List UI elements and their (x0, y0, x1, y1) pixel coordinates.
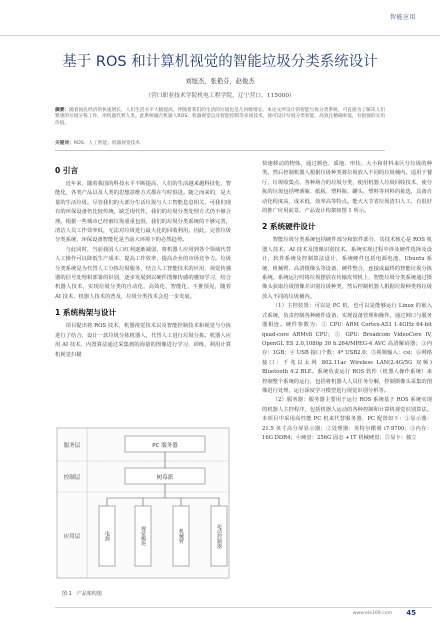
page-number: 45 (406, 609, 416, 617)
architecture-figure (55, 426, 231, 598)
figure-caption: 图 1 产品架构图 (62, 591, 102, 597)
abstract (55, 108, 385, 127)
paragraph: （1）主控装置：可以是 PC 机，也可以是能够运行 Linux 的嵌入式系统，负责控制各种硬件设备，实现设备管理和操作。通过网口与服务器相连。硬件参数为：① CPU: ARM Cortex-A53 1.4GHz 64-bit quad-core ARMv8 CPU；② GPU: Broadcom VideoCore IV, OpenGL ES 2.0,1080p 30 h.264/MPEG-4 AVC 高清解码器；③内存：1GB；④ USB 接口个数：4* USB2.0；⑤视频输入：csi；⑥网络接口：千兆以太网 802.11ac Wireless LAN(2.4G/5G 双频) Bluetooth 4.2 BLE。系统负责运行 ROS 软件（机器人操作系统）来控制整个系统的运行，包括将机器人人员任务分解，控制摄像头采集的图像进行处理，运行深度学习模型进行视觉识别分析等。 (262, 303, 432, 394)
module-label: 视觉模块 (140, 526, 146, 546)
paragraph: 与此同时，当前我国人口红利逐渐减弱，将机器人应用到各个领域代替人工操作可以降低生产成本、提高工作效率、提高企业的市场竞争力。垃圾分类系统是为代替人工分拣垃圾服务，结合人工智能技术的应用，视觉传感器的信号处理和部署的识别，逐步发展到以硬件图像传感的感知学习，结合机器人技术，实现垃圾分类的自动化、高效化、智能化、不推预见，随着 AI 技术、机器人技术的普及，垃圾分类技术会进一步发展。 (55, 246, 231, 300)
paper-affiliation: （营口职业技术学院机电工程学院，辽宁营口，115000） (145, 93, 295, 99)
control-box-label: 树莓派 (156, 475, 174, 481)
footer-rule (55, 607, 432, 608)
abstract-text: 随着国民经济的快速增长，人们生活水平大幅提高，伴随着我们的生活的垃圾也是几何级增长。本论文所设计的智能垃圾分类系统，可直接为了解决人们繁重的垃圾分拣工作，用机器代替人类。此系统融合机器人ROS、机器视觉以及智能控制等多项技术，使可设计垃圾分类智能、高效且精确率低，有很强的实用价值。 (55, 108, 385, 126)
section-heading-architecture: 1 系统构架与设计 (55, 308, 117, 318)
paper-title: 基于 ROS 和计算机视觉的智能垃圾分类系统设计 (62, 54, 378, 70)
abstract-label: 摘要： (55, 108, 70, 113)
row-label-control: 控制层 (63, 475, 81, 481)
paragraph: （2）服务器：服务器主要用于运行 ROS 系统基于 ROS 系统实现的机器人主控程序，包括机器人运动的各种控制和计算机视觉识别算法。本项目中采用高性能 PC 机来代替服务器，PC 配置如下：①显示器：21.5 英寸高分屏显示器；②处理器：英特尔酷睿 i7-9700；③内存：16G DDR4；④硬盘：256G 固态 +1T 机械硬盘；⑤显卡：独立 (262, 397, 432, 441)
paragraph: 近年来，随着我国的科技水平不断提高，人们的生活越来越科技化、智能化，各类产品以及人类的思想意维方式都在与时俱进。随之而来的，是大量的生活垃圾。尽管我们的大部分生活垃圾与人工智能息息相关，可我们现有的环保设备仍比较传统，缺乏现代性，我们的垃圾分类处理方式仍不够合理。根据一些城市已经被垃圾重重包围，我们的垃圾分类系统的不够完善，清洁人员工作效率低，无法对垃圾进行最大化的回收利用。因此，完善垃圾分类系统，环保设备智能化是当前大环境下的必然趋势。 (55, 181, 231, 244)
section-heading-intro: 0 引言 (55, 166, 79, 175)
page-header (0, 0, 440, 36)
paragraph: 快速移动的物体，通过颜色、质地、形状、大小和材料来区分垃圾的种类。然后控制机器人根据垃圾种类将垃圾放入不同的垃圾桶内。适用于餐厅、垃圾收集点、各种场合的垃圾分类，使用机器人垃圾回收技术，使分拣的垃圾包括啤酒瓶、纸板、塑料瓶、罐头、塑料等材料的拣选，具备自动化程度高，成本低，效率高等特点。能大大节省垃圾清扫人工，有很好的推广应用前景。产品设计构架如图 1 所示。 (262, 161, 432, 215)
paragraph: 智能垃圾分类系统包括硬件部分和软件部分，其技术核心是 ROS 机器人技术、AI 技术及图像识别技术。系统实现过程中涉及硬件选择及设计，软件系统及控制算法设计，系统硬件包括电源电池、Ubuntu 系统、机械臂、高清摄像头等设备，硬件整合，连接成最终的智能垃圾分拣系统。系统运行时将垃圾摆放在传输皮带机上，智能垃圾分类系统通过摄像头获取垃圾图像并识别垃圾种类，然后控制机器人根据垃圾种类将垃圾放入不同的垃圾桶内。 (262, 237, 432, 300)
service-box-label: PC 服务器 (152, 443, 178, 449)
left-column (55, 160, 231, 360)
footer-url: www.ele169.com (352, 611, 392, 616)
keywords-label: 关键词： (55, 141, 74, 146)
paragraph: 项目提出将 ROS 技术、机器视觉技术以及智能控制技术和视觉与分拣进行了结合，设计一款垃圾分拣机器人，代替人工进行垃圾分拣。机器人应用 AI 技术，内置算法通过采集到的海量的图像进行学习、训练，利用计算机视觉扫描 (55, 323, 231, 358)
architecture-diagram (55, 426, 231, 586)
keywords (55, 140, 385, 146)
header-rule (0, 35, 440, 36)
paper-authors: 刘旭杰，张艳芬，赵俊杰 (185, 78, 255, 85)
abstract-divider (55, 150, 385, 151)
section-label: 智能应用 (389, 14, 416, 21)
module-label: 电源 (104, 531, 110, 541)
section-heading-hardware: 2 系统硬件设计 (262, 222, 316, 232)
row-label-application: 应用层 (63, 534, 81, 540)
module-label: 机械臂 (178, 528, 184, 544)
right-column (262, 160, 432, 443)
keywords-text: ROS；人工智能；机器视觉技术 (73, 141, 140, 146)
row-label-service: 服务层 (63, 443, 81, 449)
module-label: 运动控制器 (216, 523, 222, 549)
